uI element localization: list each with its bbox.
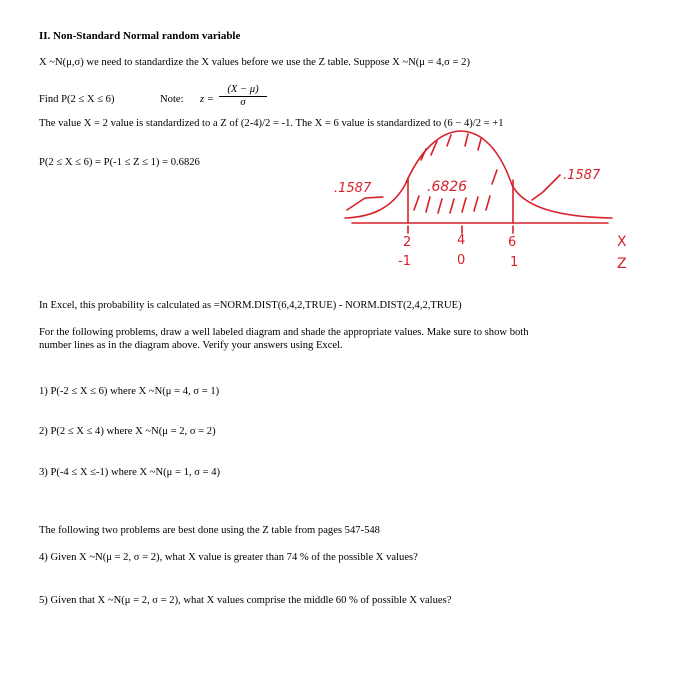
instructions-line-2: number lines as in the diagram above. Verify your answers using Excel. <box>39 340 343 351</box>
problem-3: 3) P(-4 ≤ X ≤-1) where X ~N(μ = 1, σ = 4) <box>39 467 221 478</box>
formula-denominator: σ <box>240 97 246 108</box>
section-title: II. Non-Standard Normal random variable <box>39 30 241 42</box>
problem-5: 5) Given that X ~N(μ = 2, σ = 2), what X values comprise the middle 60 % of possible X values? <box>39 595 452 606</box>
instructions-line-1: For the following problems, draw a well labeled diagram and shade the appropriate values. Make sure to show both <box>39 327 529 338</box>
shading-hatch <box>414 134 497 213</box>
problem-4: 4) Given X ~N(μ = 2, σ = 2), what X value is greater than 74 % of the possible X values? <box>39 552 418 563</box>
x-tick-6: 6 <box>508 235 517 250</box>
standardize-text: The value X = 2 value is standardized to a Z of (2-4)/2 = -1. The X = 6 value is standardized to (6 − 4)/2 = +1 <box>39 118 504 129</box>
center-area-label: .6826 <box>427 179 468 195</box>
problem-1: 1) P(-2 ≤ X ≤ 6) where X ~N(μ = 4, σ = 1) <box>39 386 220 397</box>
excel-text: In Excel, this probability is calculated as =NORM.DIST(6,4,2,TRUE) - NORM.DIST(2,4,2,TRUE) <box>39 300 462 311</box>
right-tail-pointer <box>532 175 560 200</box>
z-tick-0: 0 <box>457 253 466 268</box>
left-tail-label: .1587 <box>334 181 372 196</box>
ztable-note: The following two problems are best done using the Z table from pages 547-548 <box>39 525 380 536</box>
problem-2: 2) P(2 ≤ X ≤ 4) where X ~N(μ = 2, σ = 2) <box>39 426 216 437</box>
note-label: Note: <box>160 94 184 105</box>
formula-lhs: z = <box>200 94 214 105</box>
right-tail-label: .1587 <box>563 168 601 183</box>
intro-text: X ~N(μ,σ) we need to standardize the X values before we use the Z table. Suppose X ~N(μ = 4,σ = 2) <box>39 57 470 68</box>
z-axis-label: Z <box>617 256 627 272</box>
formula-numerator: (X − μ) <box>219 84 267 97</box>
x-axis-label: X <box>617 234 627 250</box>
left-tail-pointer <box>347 197 383 210</box>
x-tick-4: 4 <box>457 233 466 248</box>
find-label: Find P(2 ≤ X ≤ 6) <box>39 94 115 105</box>
z-tick-1: 1 <box>510 255 519 270</box>
x-tick-2: 2 <box>403 235 412 250</box>
probability-equation: P(2 ≤ X ≤ 6) = P(-1 ≤ Z ≤ 1) = 0.6826 <box>39 157 200 168</box>
z-tick-neg1: -1 <box>398 254 411 269</box>
